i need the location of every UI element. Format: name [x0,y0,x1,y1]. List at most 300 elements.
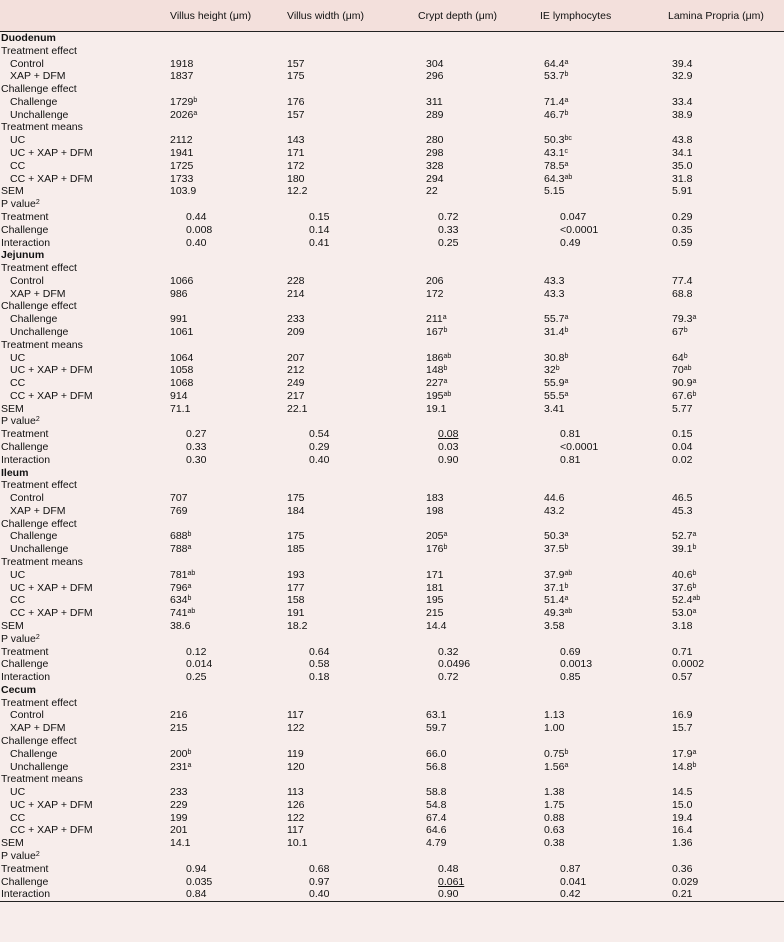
cell-value: 38.6 [170,619,191,632]
significance-letter: a [564,390,569,398]
row-label-text: Treatment [1,210,49,223]
value-cell [540,403,668,416]
row-label-text: Treatment [1,862,49,875]
value-cell [418,582,540,595]
table-row [0,761,784,774]
value-cell [156,441,287,454]
value-cell [418,530,540,543]
table-row [0,658,784,671]
row-label [0,377,156,390]
cell-value: 171 [426,568,444,581]
value-cell [668,134,784,147]
significance-letter: a [442,314,447,322]
cell-value: 35.0 [672,159,693,172]
cell-value: 19.4 [672,811,693,824]
value-cell [287,275,418,288]
row-label [0,543,156,556]
value-cell [418,799,540,812]
significance-letter: a [443,378,448,386]
table-row [0,326,784,339]
cell-value: 157 [287,57,305,70]
cell-value: 117 [287,709,304,722]
table-row [0,45,784,58]
value-cell [156,377,287,390]
row-label-text: Challenge [10,530,58,543]
cell-value: 90.9 [672,377,693,390]
cell-value: 22.1 [287,402,308,415]
value-cell [418,288,540,301]
cell-value: 1068 [170,377,194,390]
cell-value: 183 [426,492,444,505]
value-cell [156,658,287,671]
value-cell [668,352,784,365]
value-cell [156,671,287,684]
cell-value: 5.15 [544,185,565,198]
row-label [0,224,156,237]
value-cell [418,147,540,160]
table-row [0,773,784,786]
value-cell [540,441,668,454]
cell-value: 18.2 [287,619,308,632]
value-cell [540,582,668,595]
row-label-text: Control [10,709,44,722]
cell-value: 0.88 [544,811,565,824]
value-cell [156,761,287,774]
value-cell [418,646,540,659]
cell-value: 14.8 [672,760,693,773]
empty-cell [156,556,784,569]
table-row [0,697,784,710]
cell-value: 298 [426,147,444,160]
cell-value: 781 [170,568,188,581]
significance-letter: c [564,148,568,156]
cell-value: 0.54 [309,428,330,441]
value-cell [156,58,287,71]
value-cell [287,109,418,122]
cell-value: 0.12 [186,645,207,658]
cell-value: 30.8 [544,351,565,364]
cell-value: 0.71 [672,645,693,658]
cell-value: 55.7 [544,313,565,326]
significance-letter: b [692,582,697,590]
value-cell [156,620,287,633]
cell-value: 0.25 [186,671,207,684]
cell-value: 55.5 [544,389,565,402]
cell-value: 45.3 [672,504,693,517]
cell-value: 0.15 [309,210,330,223]
cell-value: 1.13 [544,709,565,722]
value-cell [287,786,418,799]
cell-value: 175 [287,530,305,543]
row-label [0,32,156,45]
cell-value: 0.02 [672,453,693,466]
table-row [0,671,784,684]
header-cell-villus-width: Villus width (μm) [287,0,418,32]
cell-value: 2112 [170,134,193,147]
value-cell [668,824,784,837]
value-cell [156,390,287,403]
cell-value: 59.7 [426,722,447,735]
table-row [0,799,784,812]
significance-letter: b [564,544,569,552]
value-cell [540,313,668,326]
cell-value: 3.58 [544,619,565,632]
row-label [0,96,156,109]
cell-value: 181 [426,581,444,594]
cell-value: 39.4 [672,57,693,70]
table-row [0,735,784,748]
cell-value: 0.68 [309,862,330,875]
cell-value: 914 [170,389,188,402]
row-label-text: Challenge [10,95,58,108]
value-cell [668,428,784,441]
value-cell [540,326,668,339]
cell-value: 0.59 [672,236,693,249]
significance-letter: b [555,365,560,373]
table-row [0,492,784,505]
cell-value: 0.58 [309,658,330,671]
significance-letter: ab [564,569,573,577]
empty-cell [156,479,784,492]
value-cell [418,403,540,416]
cell-value: 37.6 [672,581,693,594]
row-label-text: Challenge [1,223,49,236]
row-label-text: Treatment means [1,556,83,569]
significance-letter: a [564,314,569,322]
cell-value: 56.8 [426,760,447,773]
row-label-text: Treatment [1,645,49,658]
value-cell [668,313,784,326]
value-cell [540,594,668,607]
value-cell [418,185,540,198]
value-cell [418,607,540,620]
value-cell [287,428,418,441]
cell-value: 707 [170,492,188,505]
row-label [0,633,156,646]
cell-value: 33.4 [672,95,693,108]
value-cell [540,211,668,224]
value-cell [540,390,668,403]
value-cell [540,377,668,390]
value-cell [156,492,287,505]
cell-value: 0.90 [438,453,459,466]
row-label [0,185,156,198]
empty-cell [156,45,784,58]
empty-cell [156,467,784,480]
cell-value: 43.8 [672,134,693,147]
cell-value: 119 [287,747,304,760]
cell-value: 296 [426,70,444,83]
cell-value: 193 [287,568,305,581]
row-label-text: Interaction [1,671,51,684]
table-row [0,313,784,326]
row-label [0,735,156,748]
row-label [0,530,156,543]
value-cell [156,70,287,83]
value-cell [668,812,784,825]
row-label [0,518,156,531]
cell-value: 0.72 [438,210,459,223]
value-cell [668,505,784,518]
significance-letter: bc [564,135,572,143]
cell-value: 79.3 [672,313,693,326]
value-cell [287,888,418,901]
empty-cell [156,518,784,531]
cell-value: 52.7 [672,530,693,543]
table-row [0,543,784,556]
value-cell [540,786,668,799]
significance-letter: a [692,531,697,539]
cell-value: 0.40 [186,236,207,249]
value-cell [540,658,668,671]
value-cell [156,326,287,339]
value-cell [668,876,784,889]
cell-value: 200 [170,747,188,760]
cell-value: 103.9 [170,185,197,198]
cell-value: 37.1 [544,581,565,594]
value-cell [540,530,668,543]
cell-value: 158 [287,594,305,607]
value-cell [156,799,287,812]
value-cell [156,288,287,301]
table-row [0,441,784,454]
value-cell [156,275,287,288]
cell-value: 52.4 [672,594,693,607]
value-cell [418,543,540,556]
value-cell [287,722,418,735]
row-label [0,467,156,480]
cell-value: 0.81 [560,428,581,441]
cell-value: 37.5 [544,543,565,556]
value-cell [418,224,540,237]
empty-cell [156,262,784,275]
value-cell [287,646,418,659]
cell-value: 43.3 [544,287,565,300]
table-row [0,824,784,837]
cell-value: 0.44 [186,210,207,223]
value-cell [540,812,668,825]
empty-cell [156,697,784,710]
value-cell [540,543,668,556]
cell-value: 796 [170,581,188,594]
value-cell [668,722,784,735]
cell-value: 143 [287,134,305,147]
cell-value: 0.029 [672,875,699,888]
cell-value: 0.81 [560,453,581,466]
value-cell [668,185,784,198]
row-label [0,722,156,735]
value-cell [668,620,784,633]
cell-value: 176 [287,95,305,108]
table-row [0,211,784,224]
cell-value: 46.5 [672,492,693,505]
value-cell [540,96,668,109]
empty-cell [156,198,784,211]
value-cell [540,607,668,620]
row-label-text: Challenge effect [1,517,77,530]
value-cell [418,569,540,582]
row-label [0,569,156,582]
cell-value: 0.32 [438,645,459,658]
cell-value: 0.69 [560,645,581,658]
significance-letter: b [187,531,192,539]
cell-value: 0.0013 [560,658,593,671]
cell-value: 0.21 [672,888,693,901]
row-label [0,799,156,812]
cell-value: 0.14 [309,223,330,236]
cell-value: 0.04 [672,441,693,453]
empty-cell [156,300,784,313]
value-cell [540,237,668,250]
row-label-text: Cecum [1,683,37,696]
cell-value: 1064 [170,351,194,364]
row-label [0,761,156,774]
cell-value: 172 [287,159,305,172]
cell-value: 1.38 [544,786,565,799]
row-label [0,863,156,876]
row-label [0,479,156,492]
value-cell [668,799,784,812]
row-label-text: Control [10,492,44,505]
value-cell [418,748,540,761]
cell-value: 157 [287,108,305,121]
table-row [0,837,784,850]
cell-value: 0.30 [186,453,207,466]
cell-value: 311 [426,95,443,108]
value-cell [668,492,784,505]
row-label-text: Treatment [1,428,49,441]
value-cell [287,58,418,71]
cell-value: 233 [170,786,188,799]
value-cell [668,888,784,901]
value-cell [668,58,784,71]
row-label-text: XAP + DFM [10,70,66,83]
row-label [0,824,156,837]
row-label-text: Interaction [1,453,51,466]
row-label-text: UC [10,568,26,581]
row-label [0,262,156,275]
cell-value: 214 [287,287,305,300]
cell-value: 0.38 [544,837,565,850]
cell-value: 199 [170,811,188,824]
cell-value: 32.9 [672,70,693,83]
value-cell [287,364,418,377]
value-cell [156,748,287,761]
row-label [0,403,156,416]
cell-value: 0.061 [438,875,465,888]
significance-letter: a [564,531,569,539]
table-row [0,888,784,901]
table-row [0,377,784,390]
cell-value: 0.29 [672,210,693,223]
table-row [0,32,784,45]
value-cell [156,185,287,198]
row-label [0,237,156,250]
cell-value: 37.9 [544,568,565,581]
value-cell [287,607,418,620]
cell-value: 1733 [170,172,194,185]
value-cell [287,709,418,722]
cell-value: 176 [426,543,444,556]
cell-value: 198 [426,504,444,517]
value-cell [156,352,287,365]
row-label-text: Treatment effect [1,262,77,275]
row-label [0,646,156,659]
header-cell-crypt-depth: Crypt depth (μm) [418,0,540,32]
value-cell [668,530,784,543]
cell-value: 216 [170,709,188,722]
table-row [0,607,784,620]
value-cell [287,96,418,109]
value-cell [418,134,540,147]
table-row [0,198,784,211]
row-label [0,709,156,722]
significance-letter: a [187,761,192,769]
value-cell [540,620,668,633]
cell-value: 0.047 [560,210,587,223]
table-row [0,237,784,250]
cell-value: 54.8 [426,798,447,811]
value-cell [540,288,668,301]
empty-cell [156,633,784,646]
value-cell [156,888,287,901]
cell-value: 195 [426,389,444,402]
row-label [0,671,156,684]
value-cell [418,594,540,607]
value-cell [418,211,540,224]
value-cell [540,799,668,812]
table-row [0,850,784,863]
cell-value: 67 [672,325,684,338]
value-cell [668,543,784,556]
cell-value: 148 [426,364,444,377]
cell-value: 304 [426,57,444,70]
row-label [0,607,156,620]
cell-value: 39.1 [672,543,693,556]
value-cell [287,185,418,198]
cell-value: 126 [287,798,305,811]
significance-letter: b [193,96,198,104]
value-cell [668,403,784,416]
empty-cell [156,83,784,96]
table-row [0,467,784,480]
row-label [0,83,156,96]
cell-value: 14.4 [426,619,447,632]
row-label-text: UC [10,351,26,364]
significance-letter: b [564,352,569,360]
table-row [0,479,784,492]
value-cell [418,173,540,186]
significance-letter: ab [564,173,573,181]
cell-value: 1061 [170,325,194,338]
significance-letter: a [564,96,569,104]
value-cell [287,492,418,505]
value-cell [156,543,287,556]
significance-letter: b [443,365,448,373]
cell-value: 0.15 [672,428,693,441]
cell-value: 1941 [170,147,194,160]
value-cell [156,211,287,224]
row-label-text: UC + XAP + DFM [10,798,93,811]
cell-value: 0.75 [544,747,565,760]
cell-value: 205 [426,530,444,543]
row-label-text: CC [10,594,26,607]
value-cell [540,888,668,901]
cell-value: 0.08 [438,428,459,441]
value-cell [156,160,287,173]
row-label-text: Interaction [1,888,51,901]
row-label-text: SEM [1,619,24,632]
